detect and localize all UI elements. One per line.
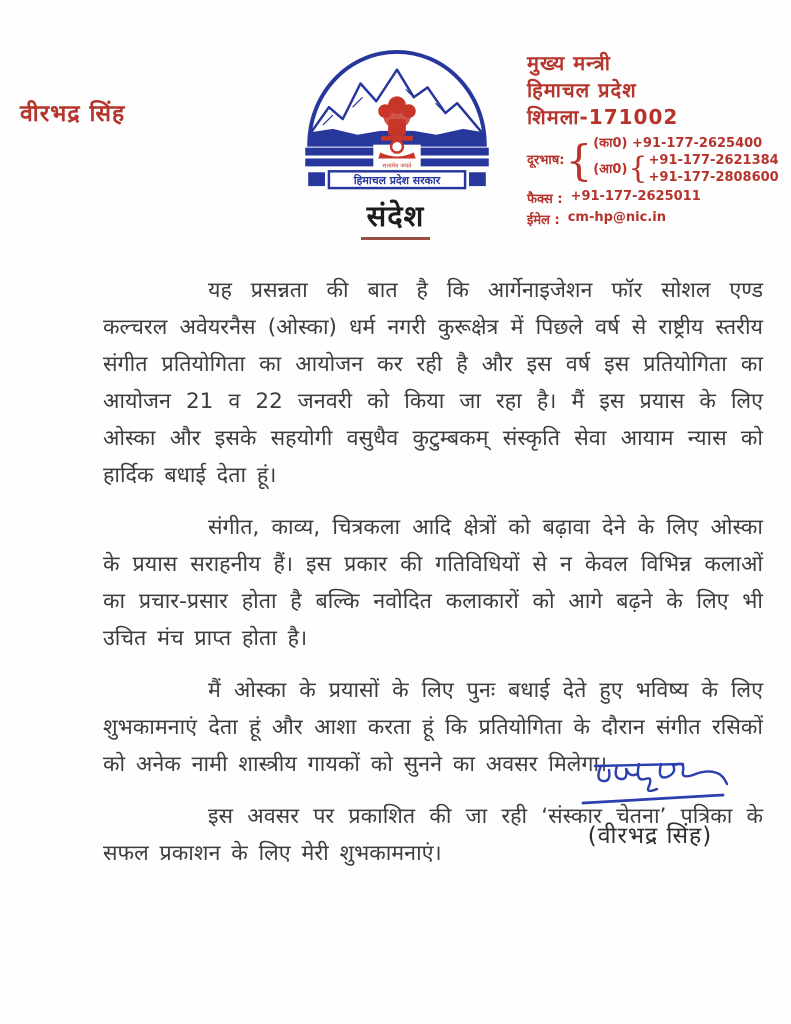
emblem-motto: सत्यमेव जयते: [382, 163, 412, 170]
himachal-pradesh-emblem-icon: [303, 46, 491, 194]
brace-glyph: {: [628, 151, 648, 186]
signature-block: [535, 758, 765, 850]
fax-number: +91-177-2625011: [570, 189, 701, 204]
residence-phone-number-1: +91-177-2621384: [648, 153, 779, 168]
signatory-name: (वीरभद्र सिंह): [587, 823, 713, 849]
phone-label: दूरभाष:: [527, 153, 565, 168]
signature-scrawl-icon: [565, 758, 735, 810]
fax-label: फैक्स :: [527, 192, 563, 207]
office-phone-label: (का0): [593, 136, 628, 151]
banner-end-block: [469, 172, 486, 186]
email-address: cm-hp@nic.in: [567, 210, 666, 225]
phone-block: [527, 135, 783, 186]
city-pincode: शिमला-171002: [527, 105, 679, 129]
sender-name: वीरभद्र सिंह: [20, 101, 126, 127]
office-phone-number: +91-177-2625400: [632, 136, 763, 151]
banner-end-block: [308, 172, 325, 186]
body-paragraph: मैं ओस्का के प्रयासों के लिए पुनः बधाई देते हुए भविष्य के लिए शुभकामनाएं देता हूं और आशा करता हूं कि प्रतियोगिता के दौरान संगीत रसिकों को अनेक नामी शास्त्रीय गायकों को सुनने का अवसर मिलेगा।: [103, 678, 763, 777]
state-name: हिमाचल प्रदेश: [527, 78, 637, 102]
body-paragraph: यह प्रसन्नता की बात है कि आर्गेनाइजेशन फॉर सोशल एण्ड कल्चरल अवेयरनैस (ओस्का) धर्म नगरी कुरूक्षेत्र में पिछले वर्ष से राष्ट्रीय स्तरीय संगीत प्रतियोगिता का आयोजन कर रही है और इस वर्ष इस प्रतियोगिता का आयोजन 21 व 22 जनवरी को किया जा रहा है। मैं इस प्रयास के लिए ओस्का और इसके सहयोगी वसुधैव कुटुम्बकम् संस्कृति सेवा आयाम न्यास को हार्दिक बधाई देता हूं।: [103, 278, 763, 488]
brace-glyph: {: [565, 135, 593, 185]
title-wrap: [0, 196, 791, 240]
page-title: संदेश: [361, 196, 431, 240]
email-label: ईमेल :: [527, 213, 560, 228]
emblem-org-name: हिमाचल प्रदेश सरकार: [353, 174, 441, 188]
residence-phone-number-2: +91-177-2808600: [648, 170, 779, 185]
body-paragraph: इस अवसर पर प्रकाशित की जा रही ‘संस्कार चेतना’ पत्रिका के सफल प्रकाशन के लिए मेरी शुभकामनाएं।: [103, 804, 763, 866]
body-paragraph: संगीत, काव्य, चित्रकला आदि क्षेत्रों को बढ़ावा देने के लिए ओस्का के प्रयास सराहनीय हैं। इस प्रकार की गतिविधियों से न केवल विभिन्न कलाओं का प्रचार-प्रसार होता है बल्कि नवोदित कलाकारों को आगे बढ़ने के लिए भी उचित मंच प्राप्त होता है।: [103, 515, 763, 651]
office-title: मुख्य मन्त्री: [527, 51, 611, 75]
residence-phone-label: (आ0): [593, 161, 628, 177]
